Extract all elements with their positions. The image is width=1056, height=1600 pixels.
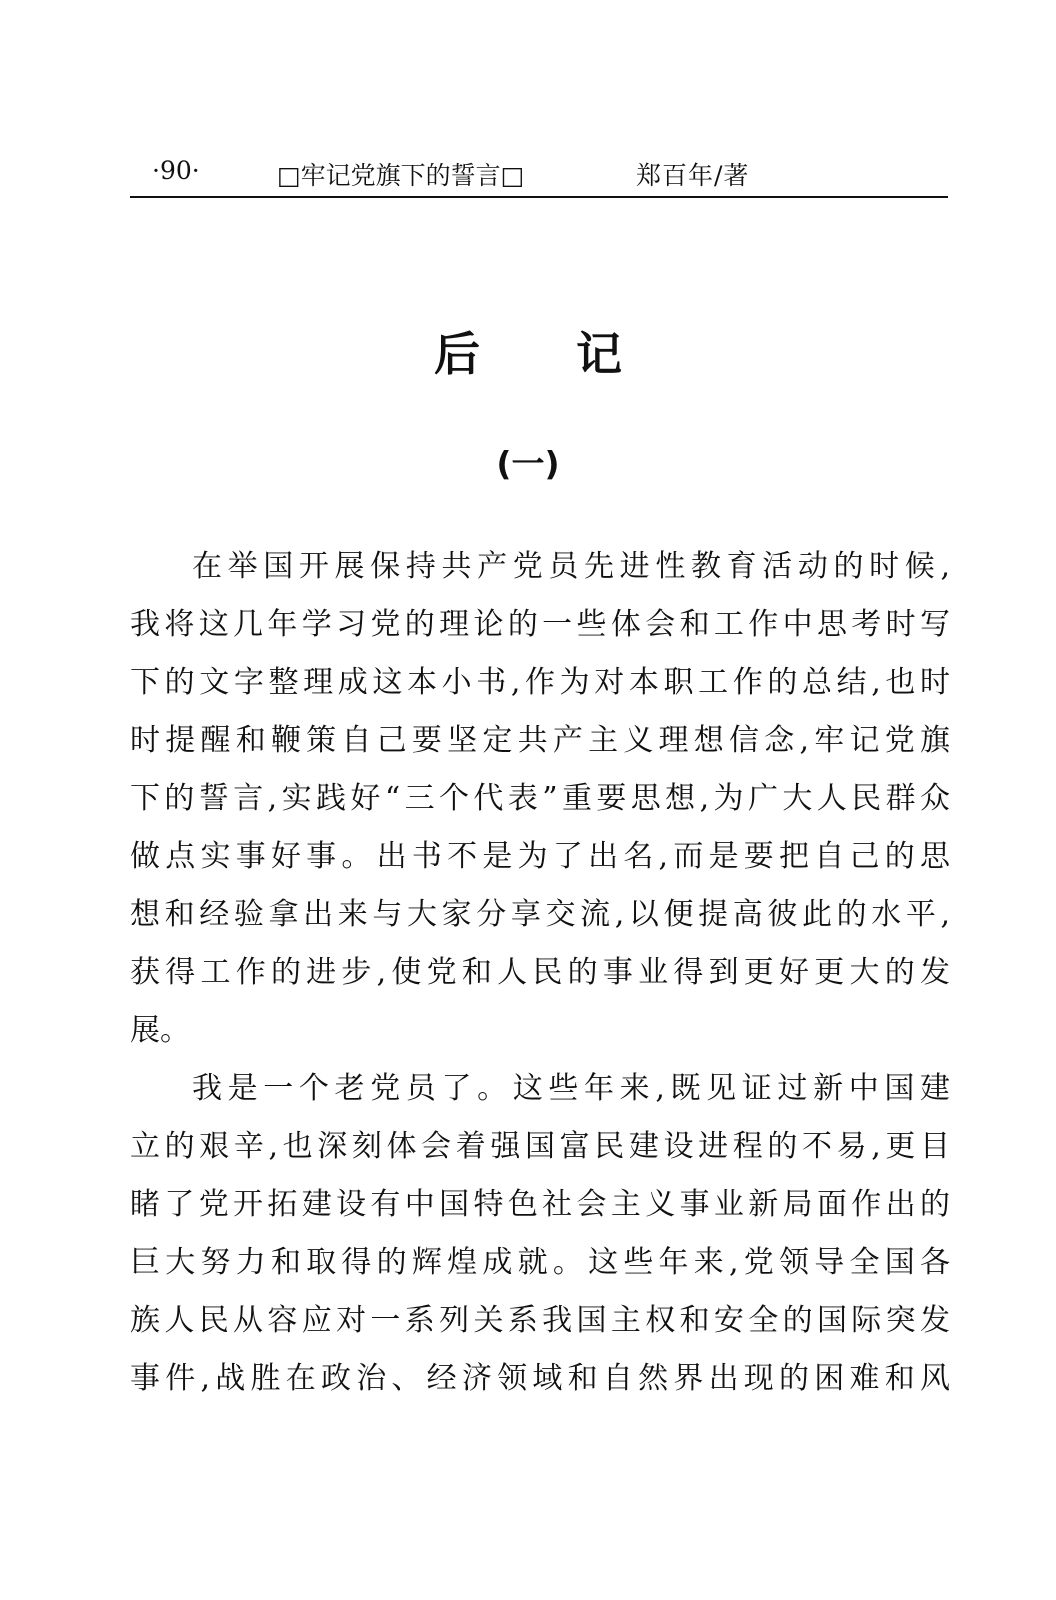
- text-line: 时提醒和鞭策自己要坚定共产主义理想信念,牢记党旗: [130, 723, 950, 758]
- text-line: 做点实事好事。出书不是为了出名,而是要把自己的思: [130, 839, 950, 874]
- chapter-title: 后记: [434, 327, 718, 381]
- text-line: 展。: [130, 1013, 190, 1048]
- text-line: 我将这几年学习党的理论的一些体会和工作中思考时写: [130, 607, 950, 642]
- text-line: 想和经验拿出来与大家分享交流,以便提高彼此的水平,: [130, 897, 950, 932]
- text-line: 下的誓言,实践好“三个代表”重要思想,为广大人民群众: [130, 781, 950, 816]
- running-header: [130, 150, 948, 198]
- text-line: 我是一个老党员了。这些年来,既见证过新中国建: [192, 1071, 950, 1106]
- text-line: 睹了党开拓建设有中国特色社会主义事业新局面作出的: [130, 1187, 950, 1222]
- text-line: 获得工作的进步,使党和人民的事业得到更好更大的发: [130, 955, 950, 990]
- page-number: ·90·: [152, 156, 200, 185]
- body-text: [130, 538, 950, 1408]
- text-line: 在举国开展保持共产党员先进性教育活动的时候,: [192, 549, 950, 584]
- author-credit: 郑百年/著: [636, 161, 750, 190]
- text-line: 族人民从容应对一系列关系我国主权和安全的国际突发: [130, 1303, 950, 1338]
- text-line: 下的文字整理成这本小书,作为对本职工作的总结,也时: [130, 665, 950, 700]
- text-line: 巨大努力和取得的辉煌成就。这些年来,党领导全国各: [130, 1245, 950, 1280]
- book-title: □牢记党旗下的誓言□: [277, 161, 525, 190]
- section-title: (一): [496, 444, 560, 483]
- text-line: 事件,战胜在政治、经济领域和自然界出现的困难和风: [130, 1361, 950, 1396]
- text-line: 立的艰辛,也深刻体会着强国富民建设进程的不易,更目: [130, 1129, 950, 1164]
